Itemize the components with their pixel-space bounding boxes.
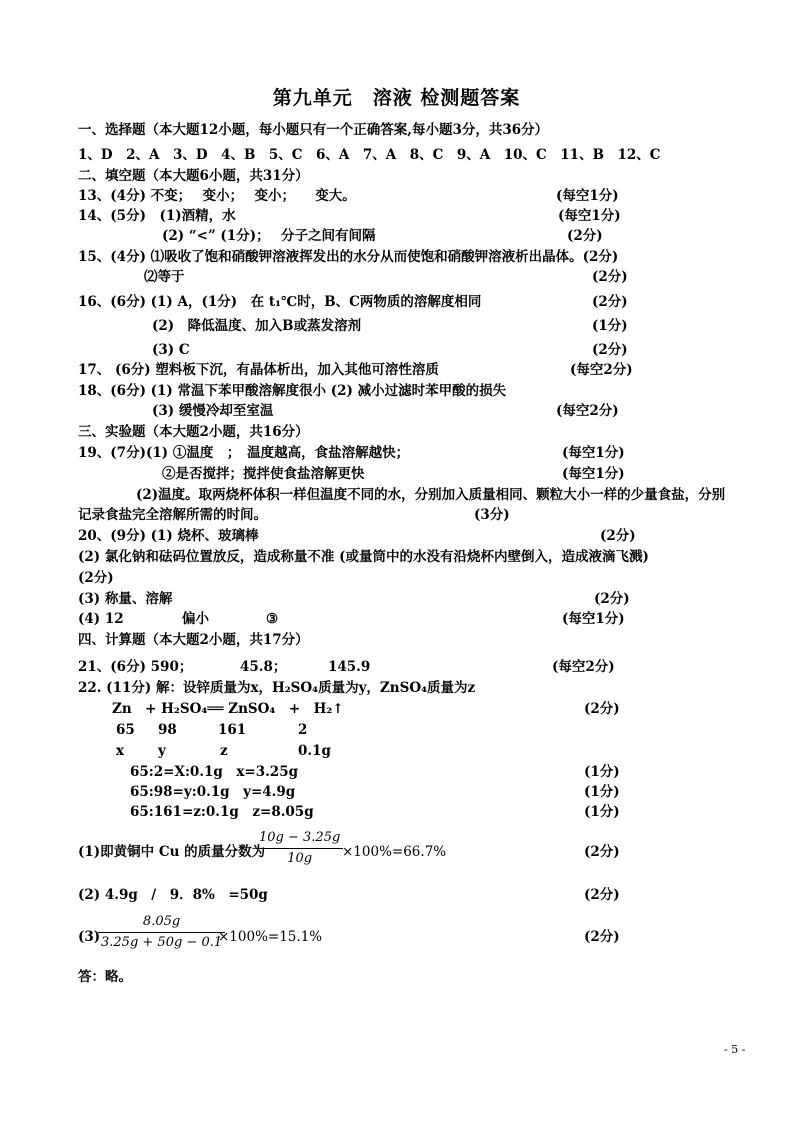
answer-line: (2) 4.9g / 9．8% =50g — [78, 887, 268, 903]
score-note: (2分) — [584, 844, 620, 860]
answer-line: 20、(9分) (1) 烧杯、玻璃棒 — [78, 528, 259, 544]
section-heading: 一、选择题（本大题12小题，每小题只有一个正确答案,每小题3分，共36分） — [78, 122, 549, 138]
score-note: (2分) — [584, 887, 620, 903]
score-note: (2分) — [592, 342, 628, 358]
answer-line: (2) 降低温度、加入B或蒸发溶剂 — [152, 318, 362, 334]
chemical-equation: Zn + H₂SO₄══ ZnSO₄ + H₂↑ — [112, 701, 344, 717]
answer-result: ×100%=66.7% — [342, 844, 447, 860]
answer-line: 16、(6分) (1) A，(1分) 在 t₁℃时，B、C两物质的溶解度相同 — [78, 294, 482, 310]
answer-line: (4) 12 — [78, 611, 124, 627]
answer-line: 18、(6分) (1) 常温下苯甲酸溶解度很小 (2) 减小过滤时苯甲酸的损失 — [78, 383, 507, 399]
mc-answers: 1、D 2、A 3、D 4、B 5、C 6、A 7、A 8、C 9、A 10、C 11、B 12、C — [78, 147, 661, 163]
section-heading: 三、实验题（本大题2小题，共16分） — [78, 424, 309, 440]
score-note: (2分) — [592, 294, 628, 310]
answer-line: (3) — [78, 929, 101, 945]
variable: 0.1g — [298, 743, 331, 759]
variable: y — [158, 743, 166, 759]
page-number: - 5 - — [724, 1043, 746, 1056]
answer-line: (2)温度。取两烧杯体积一样但温度不同的水，分别加入质量相同、颗粒大小一样的少量食盐，分别 — [136, 487, 726, 503]
answer-line: (3) 缓慢冷却至室温 — [152, 403, 274, 419]
answer-line: (2) 氯化钠和砝码位置放反，造成称量不准 (或量筒中的水没有沿烧杯内壁倒入，造成液滴飞溅) — [78, 549, 649, 565]
fraction-bar — [98, 932, 225, 933]
calc-line: 65:2=X:0.1g x=3.25g — [130, 764, 299, 780]
variable: x — [116, 743, 125, 759]
section-heading: 二、填空题（本大题6小题，共31分） — [78, 168, 309, 184]
score-note: (1分) — [584, 764, 620, 780]
answer-line: (1)即黄铜中 Cu 的质量分数为 — [78, 844, 266, 860]
molar-mass: 65 — [116, 722, 135, 738]
score-note: (每空1分) — [562, 611, 625, 627]
score-note: (1分) — [584, 804, 620, 820]
score-note: (每空1分) — [562, 445, 625, 461]
score-note: (每空2分) — [570, 362, 633, 378]
answer-line: 19、(7分)(1) ①温度 ； 温度越高，食盐溶解越快； — [78, 445, 410, 461]
answer-line: (3) C — [152, 342, 190, 358]
answer-result: ×100%=15.1% — [218, 929, 323, 945]
answer-line: (2) “<” (1分)； 分子之间有间隔 — [162, 228, 376, 244]
answer-line: 偏小 — [182, 611, 209, 627]
numerator: 8.05g — [142, 914, 181, 929]
score-note: (2分) — [584, 701, 620, 717]
numerator: 10g − 3.25g — [259, 830, 341, 845]
molar-mass: 161 — [218, 722, 247, 738]
answer-line: (2分) — [78, 570, 114, 586]
answer-line: (3) 称量、溶解 — [78, 591, 173, 607]
answer-line: 记录食盐完全溶解所需的时间。 — [78, 507, 267, 523]
score-note: (2分) — [594, 591, 630, 607]
answer-line: 17、 (6分) 塑料板下沉，有晶体析出，加入其他可溶性溶质 — [78, 362, 439, 378]
answer-line: 145.9 — [328, 659, 371, 675]
score-note: (2分) — [592, 269, 628, 285]
fraction-bar — [256, 848, 343, 849]
answer-line: 45.8； — [240, 659, 287, 675]
score-note: (1分) — [592, 318, 628, 334]
variable: z — [220, 743, 228, 759]
score-note: (1分) — [584, 784, 620, 800]
answer-line: 15、(4分) ⑴吸收了饱和硝酸钾溶液挥发出的水分从而使饱和硝酸钾溶液析出晶体。(2分) — [78, 249, 619, 265]
score-note: (每空1分) — [558, 208, 621, 224]
score-note: (每空1分) — [562, 466, 625, 482]
section-heading: 四、计算题（本大题2小题，共17分） — [78, 632, 309, 648]
denominator: 10g — [287, 851, 313, 866]
molar-mass: 98 — [158, 722, 177, 738]
calc-line: 65:161=z:0.1g z=8.05g — [130, 804, 314, 820]
fraction — [98, 914, 225, 951]
answer-line: ②是否搅拌；搅拌使食盐溶解更快 — [162, 466, 365, 482]
score-note: (每空2分) — [552, 659, 615, 675]
conclusion: 答：略。 — [78, 969, 132, 985]
denominator: 3.25g + 50g − 0.1 — [101, 935, 223, 950]
score-note: (2分) — [567, 228, 603, 244]
score-note: (每空1分) — [556, 188, 619, 204]
answer-line: 21、(6分) 590； — [78, 659, 193, 675]
page-title: 第九单元 溶液 检测题答案 — [272, 87, 521, 109]
molar-mass: 2 — [298, 722, 308, 738]
answer-line: ⑵等于 — [144, 269, 185, 285]
calc-line: 65:98=y:0.1g y=4.9g — [130, 784, 296, 800]
score-note: (每空2分) — [556, 403, 619, 419]
score-note: (2分) — [600, 528, 636, 544]
score-note: (3分) — [474, 507, 510, 523]
answer-line: 13、(4分) 不变； 变小； 变小； 变大。 — [78, 188, 356, 204]
score-note: (2分) — [584, 929, 620, 945]
answer-line: 22. (11分) 解：设锌质量为x，H₂SO₄质量为y，ZnSO₄质量为z — [78, 680, 476, 696]
answer-line: ③ — [266, 611, 279, 627]
fraction — [256, 830, 343, 867]
answer-line: 14、(5分) (1)酒精，水 — [78, 208, 236, 224]
